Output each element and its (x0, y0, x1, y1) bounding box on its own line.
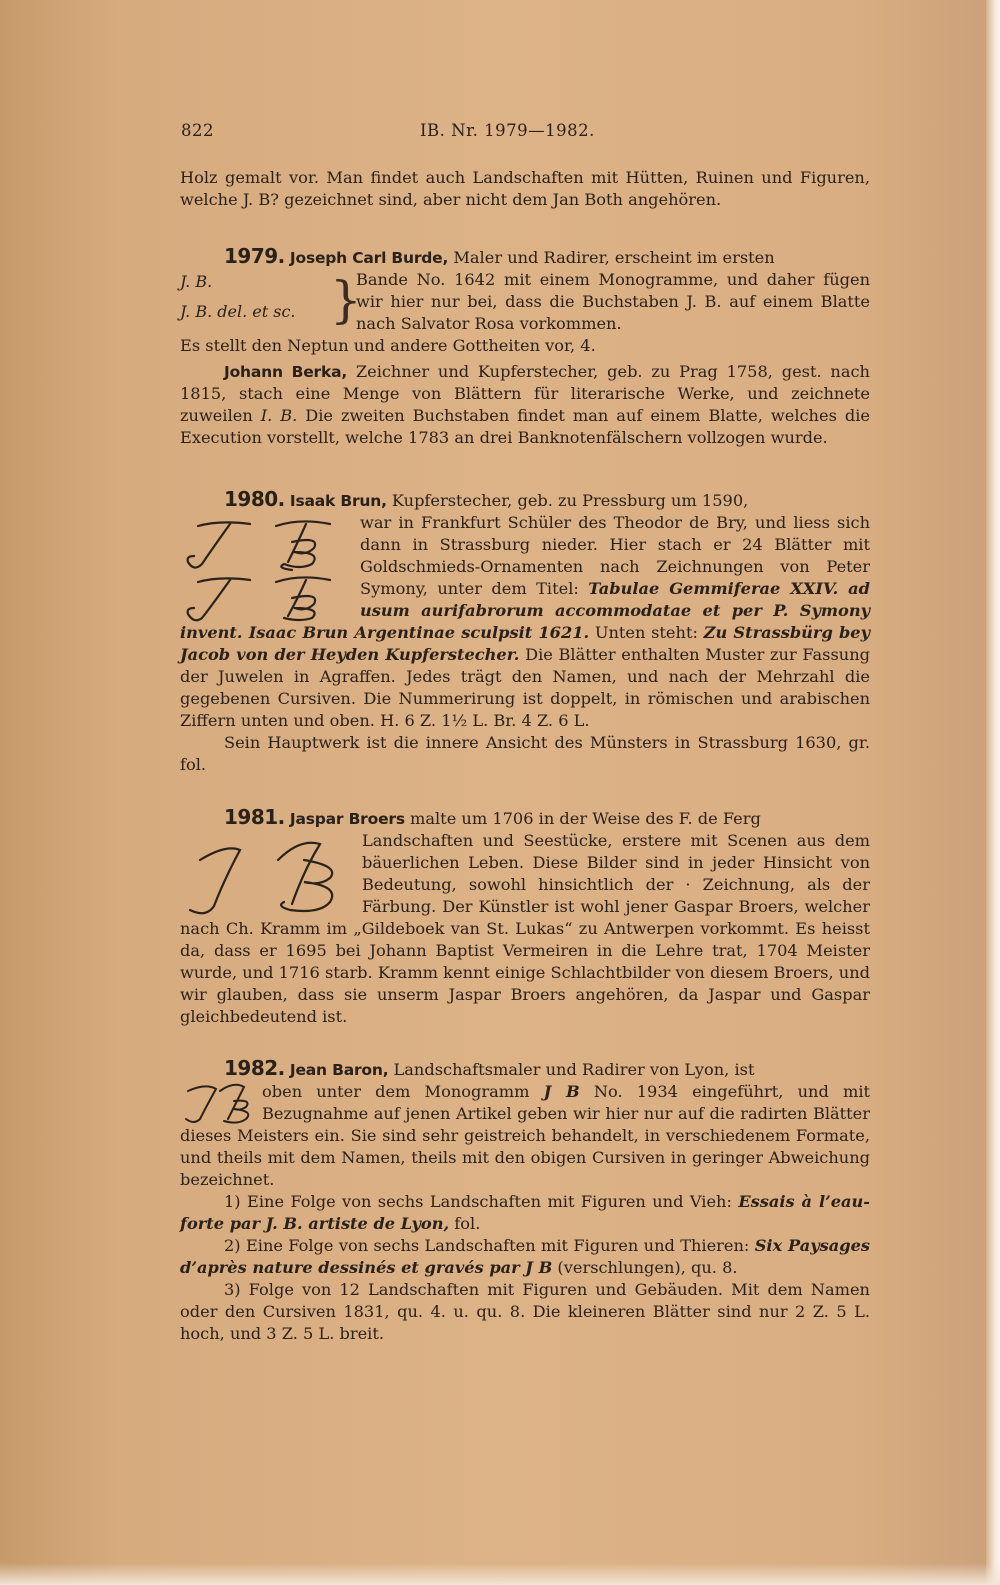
entry-name-1981: Jaspar Broers (289, 810, 405, 828)
entry-1981 (180, 806, 870, 1028)
entry-name-1980: Isaak Brun, (289, 492, 387, 510)
page-bottom-edge (0, 1563, 1000, 1585)
entry-text-1979-b: Bande No. 1642 mit einem Monogramme, und daher fügen wir hier nur bei, dass die Buchstaben J. B. auf einem Blatte nach Salvator Rosa vorkommen. (356, 270, 870, 333)
entry-number-1980: 1980. (224, 487, 285, 511)
entry-title-1980: Tabulae Gemmiferae XXIV. ad usum aurifabrorum accommodatae et per P. Symony invent. Isaac Brun Argentinae sculpsit 1621. (180, 579, 870, 642)
page-number: 822 (181, 121, 214, 140)
entry-number-1982: 1982. (224, 1056, 285, 1080)
monogram-1980 (180, 512, 360, 622)
monogram-1979 (180, 271, 296, 323)
list-item-1-title: Essais à l’eau-forte par J. B. artiste de Lyon, (180, 1192, 870, 1233)
entry-text-1980-c: Unten steht: (589, 623, 704, 642)
entry-number-1981: 1981. (224, 805, 285, 829)
entry-text-1980-b: war in Frankfurt Schüler des Theodor de Bry, und liess sich dann in Strassburg nieder. Hier stach er 24 Blätter mit Goldschmieds-Ornamenten nach Zeichnungen von Peter Symony, unter dem Titel: (360, 513, 870, 598)
entry-number-1979: 1979. (224, 244, 285, 268)
monogram-1982 (180, 1081, 262, 1125)
entry-text-1980-e: Sein Hauptwerk ist die innere Ansicht des Münsters in Strassburg 1630, gr. fol. (180, 733, 870, 774)
entry-text-1980-a: Kupferstecher, geb. zu Pressburg um 1590, (386, 491, 749, 510)
entry-name-1979: Joseph Carl Burde, (289, 249, 449, 267)
monogram-1979-line2: J. B. del. et sc. (180, 302, 296, 321)
list-item-1-end: fol. (449, 1214, 481, 1233)
monogram-1979-line1: J. B. (180, 272, 213, 291)
entry-text-1982-b1: oben unter dem Monogramm (262, 1082, 544, 1101)
entry-1982 (180, 1057, 870, 1345)
list-item-2-title: Six Paysages d’après nature dessinés et gravés par J B (180, 1236, 871, 1277)
intro-paragraph (180, 167, 870, 211)
list-item-1: 1) Eine Folge von sechs Landschaften mit Figuren und Vieh: (224, 1192, 739, 1211)
monogram-1982-icon (180, 1081, 262, 1125)
entry-text-1981-a: malte um 1706 in der Weise des F. de Ferg (404, 809, 761, 828)
subentry-text-berka-2: Die zweiten Buchstaben findet man auf einem Blatte, welches die Execution vorstellt, welche 1783 an drei Banknotenfälschern vollzogen wurde. (180, 406, 870, 447)
entry-text-1982-a: Landschaftsmaler und Radirer von Lyon, ist (388, 1060, 755, 1079)
monogram-1981 (180, 830, 362, 918)
entry-name-1982: Jean Baron, (289, 1061, 389, 1079)
intro-text: Holz gemalt vor. Man findet auch Landschaften mit Hütten, Ruinen und Figuren, welche J. B? gezeichnet sind, aber nicht dem Jan Both angehören. (180, 168, 870, 209)
entry-mono-1982: J B (543, 1082, 580, 1101)
entry-1980 (180, 488, 870, 776)
running-head: IB. Nr. 1979—1982. (420, 121, 595, 140)
entry-1979 (180, 245, 870, 449)
monogram-1981-icon (180, 830, 362, 918)
monogram-1980-icon (180, 512, 360, 622)
entry-text-1979-a: Maler und Radirer, erscheint im ersten (448, 248, 775, 267)
entry-text-1981-b: Landschaften und Seestücke, erstere mit Scenen aus dem bäuerlichen Leben. Diese Bilder sind in jeder Hinsicht von Bedeutung, sowohl hinsichtlich der · Zeichnung, als der Färbung. Der Künstler ist wohl jener Gaspar Broers, welcher nach Ch. Kramm im „Gildeboek van St. Lukas“ zu Antwerpen vorkommt. Es heisst da, dass er 1695 bei Johann Baptist Vermeiren in die Lehre trat, 1704 Meister wurde, und 1716 starb. Kramm kennt einige Schlachtbilder von diesem Broers, und wir glauben, dass sie unserm Jaspar Broers angehören, da Jaspar und Gaspar gleichbedeutend ist. (180, 831, 870, 1026)
subentry-mono-berka: I. B. (260, 406, 298, 425)
subentry-name-berka: Johann Berka, (224, 363, 348, 381)
list-item-3: 3) Folge von 12 Landschaften mit Figuren und Gebäuden. Mit dem Namen oder den Cursiven 1831, qu. 4. u. qu. 8. Die kleineren Blätter sind nur 2 Z. 5 L. hoch, und 3 Z. 5 L. breit. (180, 1280, 870, 1343)
entry-imprint-1980: Zu Strassbürg bey Jacob von der Heyden Kupferstecher. (180, 623, 870, 664)
brace-icon: } (330, 271, 362, 329)
entry-text-1979-c: Es stellt den Neptun und andere Gottheiten vor, 4. (180, 336, 596, 355)
page-edge (986, 0, 1000, 1585)
list-item-2-end: (verschlungen), qu. 8. (552, 1258, 738, 1277)
entry-text-1982-b2: No. 1934 eingeführt, und mit Bezugnahme auf jenen Artikel geben wir hier nur auf die radirten Blätter dieses Meisters ein. Sie sind sehr geistreich behandelt, in verschiedenem Formate, und theils mit dem Namen, theils mit den obigen Cursiven in geringer Abweichung bezeichnet. (180, 1082, 871, 1189)
subentry-text-berka: Zeichner und Kupferstecher, geb. zu Prag 1758, gest. nach 1815, stach eine Menge von Blättern für literarische Werke, und zeichnete zuweilen (180, 362, 870, 425)
list-item-2: 2) Eine Folge von sechs Landschaften mit Figuren und Thieren: (224, 1236, 755, 1255)
entry-text-1980-d: Die Blätter enthalten Muster zur Fassung der Juwelen in Agraffen. Jedes trägt den Namen, und nach der Mehrzahl die gegebenen Cursiven. Die Nummerirung ist doppelt, in römischen und arabischen Ziffern unten und oben. H. 6 Z. 1½ L. Br. 4 Z. 6 L. (180, 645, 870, 730)
